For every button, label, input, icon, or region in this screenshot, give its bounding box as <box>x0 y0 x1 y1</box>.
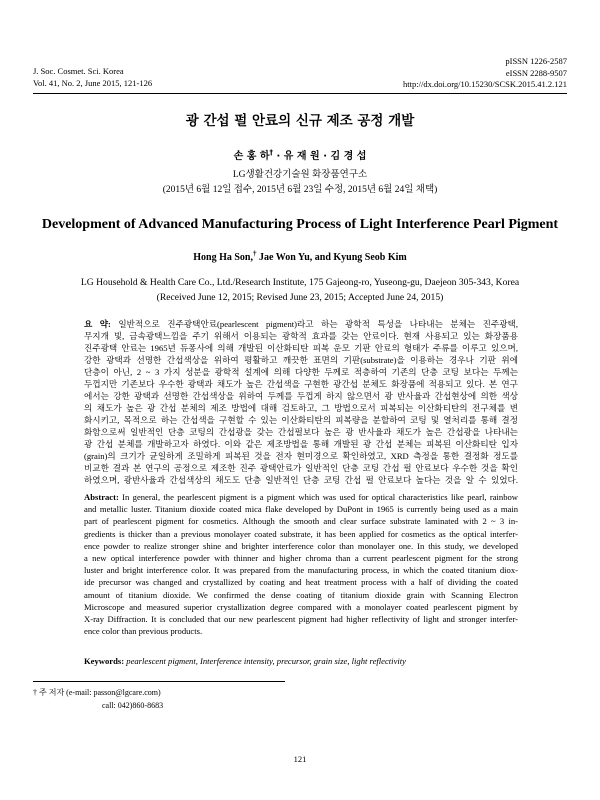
journal-header-left <box>33 66 152 89</box>
abstract-line: luster and bright interference color. It was prepared from the manufacturing process, in which the coated titanium diox- <box>84 565 518 576</box>
abstract-line: ence powder to realize stronger shine and brighter interference color than monolayer one. In this study, we developed <box>84 540 518 551</box>
footnote <box>33 687 161 699</box>
keywords-text: pearlescent pigment, Interference intensity, precursor, grain size, light reflectivity <box>126 656 406 666</box>
abstract-line <box>84 491 518 503</box>
english-dates: (Received June 12, 2015; Revised June 23, 2015; Accepted June 24, 2015) <box>156 292 444 303</box>
corresponding-author-mark: † <box>269 148 274 157</box>
pissn: pISSN 1226-2587 <box>505 56 567 66</box>
eissn: eISSN 2288-9507 <box>505 67 567 78</box>
korean-other-authors: · 유 재 원 · 김 경 섭 <box>273 151 367 162</box>
korean-abstract-line: 화시키고, 목적으로 하는 간섭색을 구현할 수 있는 이산화티탄의 피복량을 분할하여 코팅 및 열처리를 통해 결정 <box>84 415 518 425</box>
english-title: Development of Advanced Manufacturing Process of Light Interference Pearl Pigment <box>41 217 559 232</box>
abstract-line: ide precursor was changed and crystallized by coating and heat treatment process with a half of dividing the coated <box>84 577 518 588</box>
footnote-rule <box>33 681 285 682</box>
journal-name: J. Soc. Cosmet. Sci. Korea <box>33 66 124 76</box>
korean-abstract-line: 에서는 강한 광택과 선명한 간섭색상을 위하여 두께를 두껍게 하지 않으면서 광 반사율과 간섭현상에 의한 색상 <box>84 391 518 401</box>
korean-affiliation: LG생활건강기술원 화장품연구소 <box>232 170 368 180</box>
corresponding-author-mark: † <box>253 249 257 258</box>
english-affiliation: LG Household & Health Care Co., Ltd./Research Institute, 175 Gajeong-ro, Yuseong-gu, Daejeon 305-343, Korea <box>80 277 520 288</box>
footnote-text: 주 저자 (e-mail: passon@lgcare.com) <box>39 688 161 697</box>
abstract-line: X-ray Diffraction. It is concluded that our new pearlescent pigment had higher reflectivity of light and stronger interfer- <box>84 614 518 625</box>
korean-dates: (2015년 6월 12일 접수, 2015년 6월 23일 수정, 2015년 6월 24일 채택) <box>162 185 438 195</box>
english-authors <box>0 251 600 265</box>
journal-volume: Vol. 41, No. 2, June 2015, 121-126 <box>33 77 153 88</box>
footnote-mark: † <box>33 688 37 697</box>
journal-header-right <box>403 56 567 91</box>
korean-abstract-line: 광 간섭 분체를 개발하고자 하였다. 이와 같은 제조방법을 통해 개발된 광 간섭 분체는 피복된 이산화티탄 입자 <box>84 439 518 449</box>
abstract-line: and metallic luster. Titanium dioxide coated mica flake developed by DuPont in 1965 is currently being used as a main <box>84 504 518 515</box>
korean-abstract-label: 요 약: <box>84 319 111 329</box>
korean-abstract-line: 의 채도가 높은 광 간섭 분체의 제조 방법에 대해 검토하고, 그 방법으로서 피복되는 이산화티탄의 전구체를 변 <box>84 403 518 413</box>
abstract-line: ence color than previous products. <box>84 626 203 637</box>
abstract-label: Abstract: <box>84 492 119 502</box>
korean-abstract-line: 무지개 빛, 금속광택느낌을 주기 위해서 이용되는 광학적 효과를 갖는 안료이다. 현재 사용되고 있는 화장품용 <box>84 331 518 341</box>
korean-abstract-text: 일반적으로 진주광택안료(pearlescent pigment)라고 하는 광학적 특성을 나타내는 분체는 진주광택, <box>118 319 518 329</box>
korean-abstract-line: 두껍지만 기존보다 우수한 광택과 채도가 높은 간섭색을 구현한 광간섭 분체도 화장품에 적용되고 있다. 본 연구 <box>84 379 518 389</box>
korean-abstract-line <box>84 318 518 330</box>
abstract-line: amount of titanium dioxide. We confirmed the dense coating of titanium dioxide grain with Scanning Electron <box>84 589 518 600</box>
footnote-phone: call: 042)860-8683 <box>102 701 164 710</box>
korean-abstract <box>84 318 518 486</box>
keywords-label: Keywords: <box>84 656 125 666</box>
korean-abstract-line: (grain)의 크기가 균일하게 조밀하게 피복된 것을 전자 현미경으로 확인하였고, XRD 측정을 통한 결정화 정도를 <box>84 451 518 461</box>
english-first-author: Hong Ha Son, <box>193 252 253 263</box>
doi-link: http://dx.doi.org/10.15230/SCSK.2015.41.2.121 <box>403 79 567 89</box>
english-other-authors: Jae Won Yu, and Kyung Seob Kim <box>256 252 407 263</box>
english-abstract <box>84 491 518 637</box>
korean-first-author: 손 홍 하 <box>233 151 270 162</box>
korean-abstract-line: 진주광택 안료는 1965년 듀퐁사에 의해 개발된 이산화티탄 피복 운모 기판 안료의 형태가 주류를 이루고 있으며, <box>84 343 518 353</box>
abstract-line: gredients is thicker than a previous monolayer coated substrate, it has been applied for cosmetics as the optical interfer- <box>84 528 518 539</box>
abstract-line: Microscope and measured superior crystallization degree compared with a monolayer coated pearlescent pigment by <box>84 601 518 612</box>
korean-abstract-line: 하였으며, 광반사율과 간섭색상의 채도도 단층 일반적인 단층 코팅 간섭 펄 안료보다 높다는 것을 알 수 있었다. <box>84 475 518 485</box>
abstract-text: In general, the pearlescent pigment is a pigment which was used for optical characteristics like pearl, rainbow <box>122 492 518 502</box>
korean-title: 광 간섭 펄 안료의 신규 제조 공정 개발 <box>185 113 415 129</box>
korean-abstract-line: 화함으로써 일반적인 단층 코팅의 간섭광을 갖는 간섭펄보다 높은 광 반사율과 채도가 높은 간섭광을 나타내는 <box>84 427 518 437</box>
korean-authors <box>0 150 600 164</box>
korean-abstract-line: 단층이 아닌, 2 ~ 3 가지 성분을 광학적 설계에 의해 다양한 두께로 적층하여 기존의 단층 코팅 보다는 두께는 <box>84 367 518 377</box>
korean-abstract-line: 비교한 결과 본 연구의 공정으로 제조한 진주 광택안료가 일반적인 단층 코팅 간섭 펄 안료보다 우수한 것을 확인 <box>84 463 518 473</box>
header-rule <box>33 93 567 94</box>
page-number: 121 <box>293 754 307 764</box>
abstract-line: part of pearlescent pigment for cosmetics. Although the smooth and clear surface substrate laminated with 2 ~ 3 in- <box>84 516 518 527</box>
keywords <box>84 655 518 667</box>
korean-abstract-line: 강한 광택과 선명한 간섭색상을 위하여 평활하고 깨끗한 표면의 기판(substrate)을 이용하는 경우나 기판 위에 <box>84 355 518 365</box>
abstract-line: a new optical interference powder with thinner and higher chroma than a current pearlescent pigment for the strong <box>84 553 518 564</box>
